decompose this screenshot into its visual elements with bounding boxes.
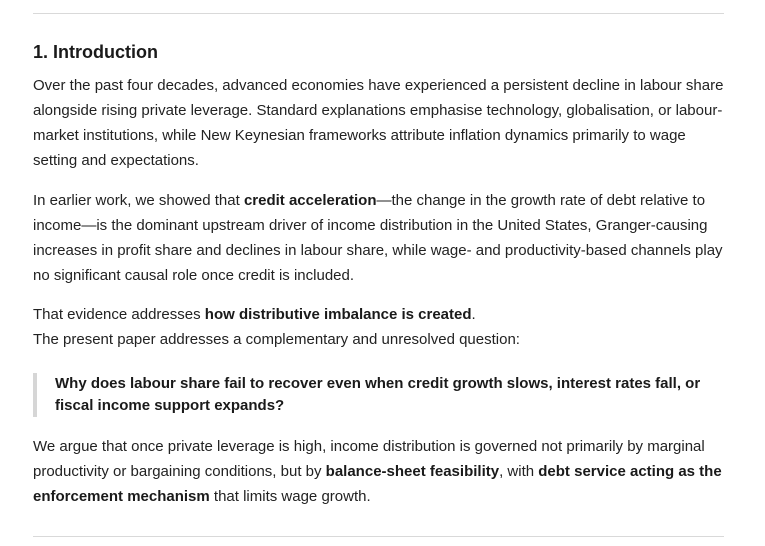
distributive-imbalance-emphasis: how distributive imbalance is created	[204, 306, 472, 323]
balance-sheet-feasibility-emphasis: balance-sheet feasibility	[325, 463, 500, 480]
debt-service-emphasis: debt service acting as the enforcement mechanism	[33, 463, 722, 505]
paragraph-4-text-end: that limits wage growth.	[209, 488, 371, 505]
blockquote-question: Why does labour share fail to recover even when credit growth slows, interest rates fall, or fiscal income support expands?	[55, 375, 701, 414]
paragraph-3-text-start: That evidence addresses	[33, 306, 205, 323]
paragraph-2-text-start: In earlier work, we showed that	[33, 192, 244, 209]
paragraph-2-text-end: —the change in the growth rate of debt relative to income—is the dominant upstream driver of income distribution in the United States, Granger-causing increases in profit share and declines in labour share, while wage- and productivity-based channels play no significant causal role once credit is included.	[33, 192, 723, 284]
section-heading: 1. Introduction	[33, 42, 158, 62]
paragraph-3	[33, 302, 727, 352]
paragraph-4-text-start: We argue that once private leverage is high, income distribution is governed not primarily by marginal productivity or bargaining conditions, but by	[33, 438, 705, 480]
paragraph-3-second-line: The present paper addresses a complementary and unresolved question:	[33, 331, 520, 348]
paragraph-4-text-mid: , with	[499, 463, 539, 480]
bottom-divider	[33, 536, 724, 537]
article-body	[33, 40, 727, 509]
top-divider	[33, 13, 724, 14]
paragraph-2	[33, 188, 727, 288]
paragraph-4	[33, 434, 727, 509]
credit-acceleration-emphasis: credit acceleration	[243, 192, 377, 209]
paragraph-1: Over the past four decades, advanced economies have experienced a persistent decline in labour share alongside rising private leverage. Standard explanations emphasise technology, globalisation, or labour-market institutions, while New Keynesian frameworks attribute inflation dynamics primarily to wage setting and expectations.	[33, 77, 724, 169]
paragraph-3-period: .	[471, 306, 476, 323]
blockquote	[33, 373, 727, 417]
